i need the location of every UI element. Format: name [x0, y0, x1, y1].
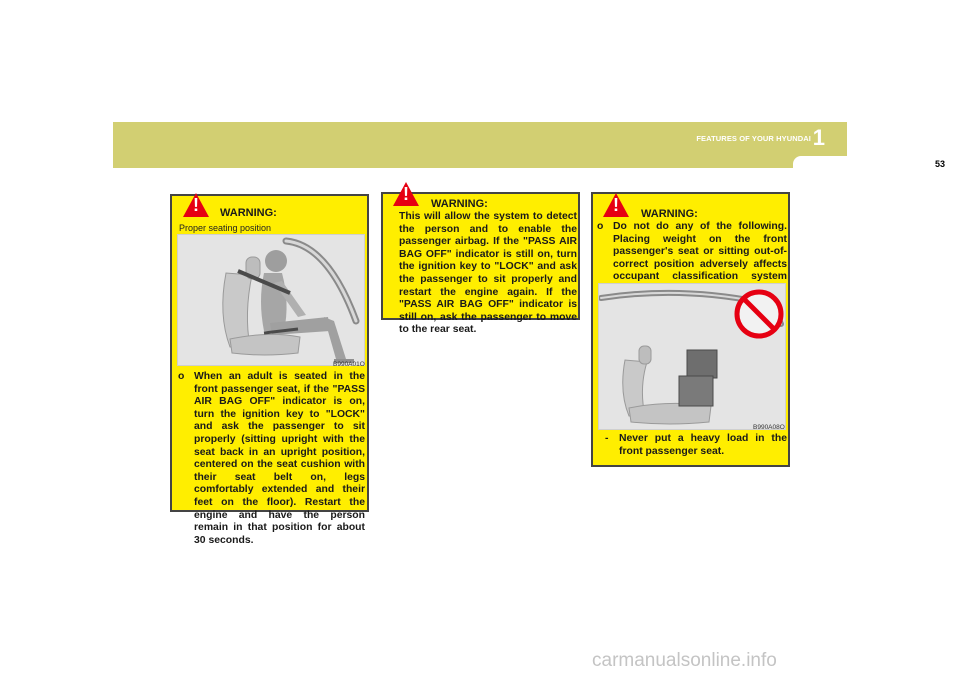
dash-paragraph [605, 433, 787, 458]
warning-title: WARNING: [220, 207, 277, 219]
bullet-marker: o [597, 221, 604, 232]
body-paragraph: This will allow the system to detect the person and to enable the passenger airbag. If the "PASS AIR BAG OFF" indicator is still on, turn the ignition key to "LOCK" and ask the passenger to sit properly and restart the engine again. If the "PASS AIR BAG OFF" indicator is still on, ask the passenger to move to the rear seat. [399, 211, 577, 336]
hazard-exclamation: ! [403, 184, 409, 204]
hazard-warning-icon [183, 193, 209, 217]
bullet-text: When an adult is seated in the front passenger seat, if the "PASS AIR BAG OFF" indicator is on, turn the ignition key to "LOCK" and ask the passenger to sit properly (sitting upright with the seat back in an upright position, centered on the seat cushion with their seat belt on, legs comfortably extended and their feet on the floor). Restart the engine and have the person remain in that position for about 30 seconds. [194, 371, 365, 546]
bullet-marker: o [178, 371, 185, 382]
warning-title: WARNING: [641, 208, 698, 220]
seated-passenger-illustration [178, 235, 364, 365]
warning-box-left [170, 194, 369, 546]
page-tab [793, 156, 847, 168]
bullet-text: Do not do any of the following. Placing weight on the front passenger's seat or sitting out-of-correct position adversely affects occupant classification system [613, 221, 787, 283]
hazard-exclamation: ! [193, 195, 199, 215]
figure-caption: Proper seating position [179, 223, 272, 233]
hazard-warning-icon [393, 182, 419, 206]
chapter-number: 1 [812, 125, 825, 150]
header-band [113, 122, 847, 168]
dash-text: Never put a heavy load in the front passenger seat. [619, 433, 787, 457]
warning-box-middle [381, 192, 580, 336]
hazard-exclamation: ! [613, 195, 619, 215]
hazard-warning-icon [603, 193, 629, 217]
seating-position-figure [177, 234, 365, 366]
bullet-paragraph [178, 371, 365, 547]
warning-title: WARNING: [431, 198, 488, 210]
section-title: FEATURES OF YOUR HYUNDAI [696, 134, 811, 143]
warning-box-right [591, 192, 790, 467]
figure-code: B990A01O [333, 361, 365, 368]
dash-marker: - [605, 433, 609, 444]
heavy-load-figure [598, 283, 786, 430]
prohibition-icon [737, 292, 781, 336]
figure-code: B990A08O [753, 424, 785, 431]
page-number: 53 [934, 159, 945, 169]
watermark: carmanualsonline.info [592, 650, 777, 671]
heavy-load-illustration [599, 284, 785, 429]
